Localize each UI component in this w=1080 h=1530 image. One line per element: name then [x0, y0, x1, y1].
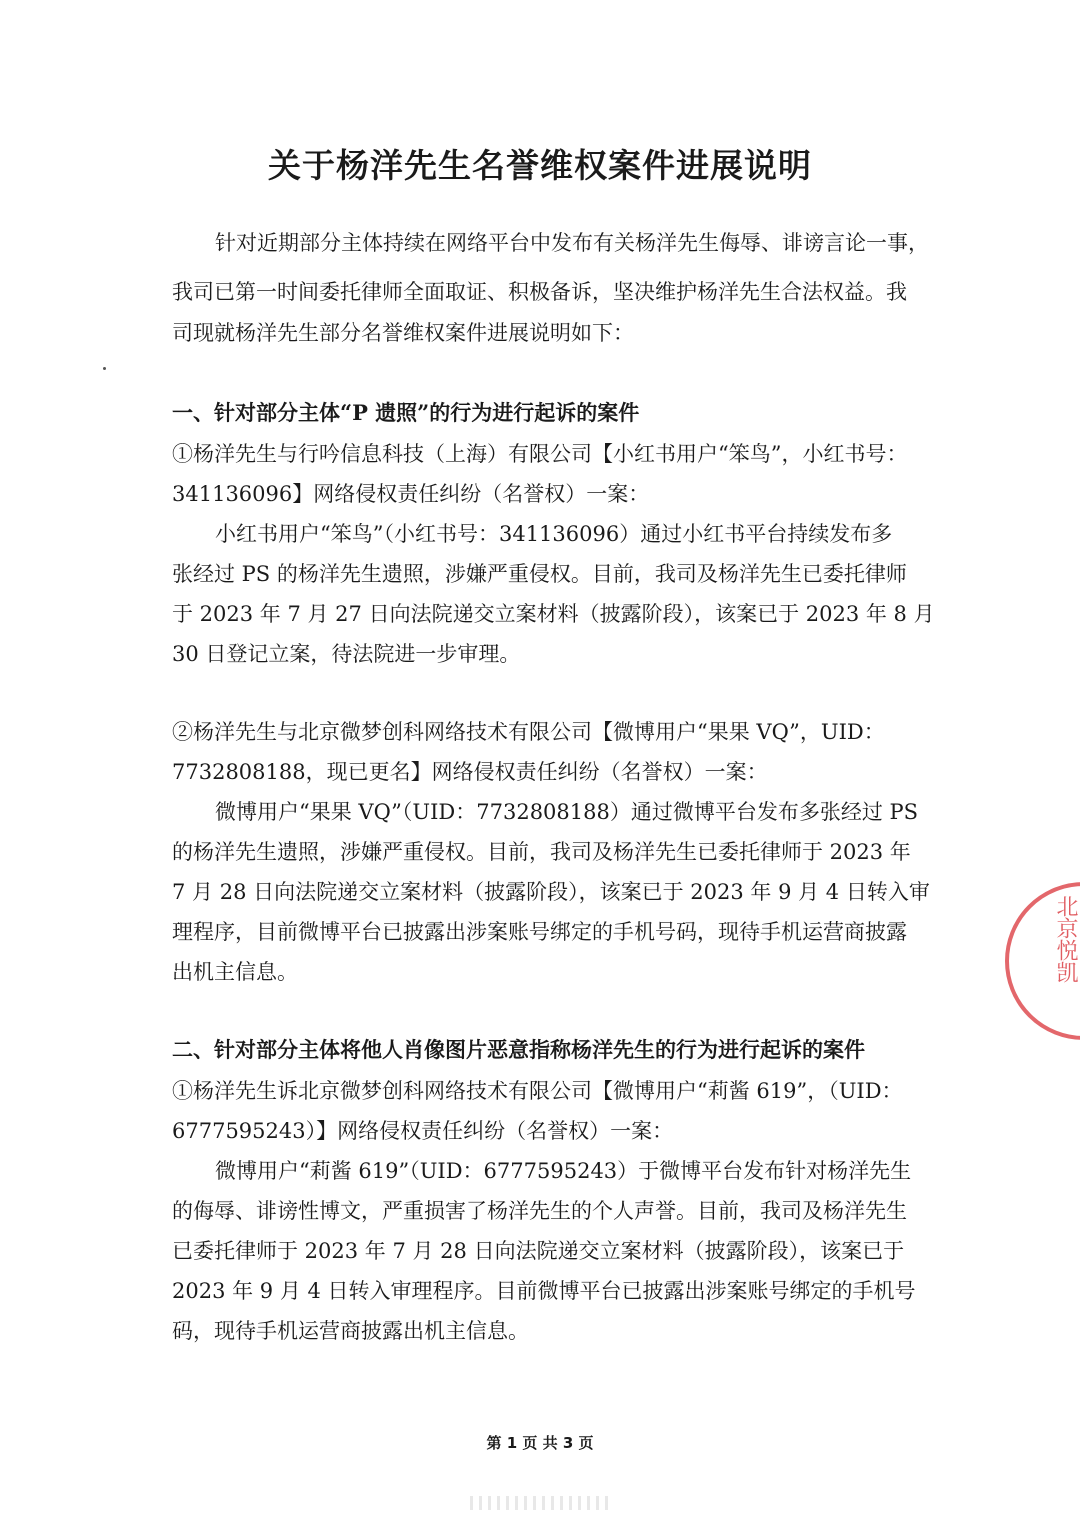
case-title-line: ②杨洋先生与北京微梦创科网络技术有限公司【微博用户“果果 VQ”，UID：	[172, 720, 885, 744]
case-body-line: 理程序，目前微博平台已披露出涉案账号绑定的手机号码，现待手机运营商披露	[172, 920, 907, 944]
case-body-line: 张经过 PS 的杨洋先生遗照，涉嫌严重侵权。目前，我司及杨洋先生已委托律师	[172, 562, 907, 586]
case-title-line: 6777595243）】网络侵权责任纠纷（名誉权）一案：	[172, 1119, 674, 1143]
case-title-line: 7732808188，现已更名】网络侵权责任纠纷（名誉权）一案：	[172, 760, 768, 784]
case-body-line: 出机主信息。	[172, 960, 298, 984]
seal-text: 北京悦凯	[1053, 895, 1078, 983]
intro-line: 司现就杨洋先生部分名誉维权案件进展说明如下：	[172, 321, 634, 345]
scan-speck	[103, 367, 106, 370]
section-2-heading: 二、针对部分主体将他人肖像图片恶意指称杨洋先生的行为进行起诉的案件	[172, 1037, 865, 1062]
case-body-line: 的侮辱、诽谤性博文，严重损害了杨洋先生的个人声誉。目前，我司及杨洋先生	[172, 1199, 907, 1223]
case-title-line: ①杨洋先生与行吟信息科技（上海）有限公司【小红书用户“笨鸟”，小红书号：	[172, 442, 908, 466]
case-title-line: 341136096】网络侵权责任纠纷（名誉权）一案：	[172, 482, 650, 506]
case-body-line: 已委托律师于 2023 年 7 月 28 日向法院递交立案材料（披露阶段），该案已于	[172, 1239, 905, 1263]
case-body-line: 7 月 28 日向法院递交立案材料（披露阶段），该案已于 2023 年 9 月 4 日转入审	[172, 880, 930, 904]
case-body-line: 微博用户“莉酱 619”（UID：6777595243）于微博平台发布针对杨洋先生	[215, 1159, 912, 1183]
case-body-line: 码，现待手机运营商披露出机主信息。	[172, 1319, 529, 1343]
watermark-barcode	[470, 1496, 610, 1510]
intro-line: 我司已第一时间委托律师全面取证、积极备诉，坚决维护杨洋先生合法权益。我	[172, 280, 907, 304]
case-body-line: 的杨洋先生遗照，涉嫌严重侵权。目前，我司及杨洋先生已委托律师于 2023 年	[172, 840, 911, 864]
case-body-line: 微博用户“果果 VQ”（UID：7732808188）通过微博平台发布多张经过 PS	[215, 800, 919, 824]
case-body-line: 30 日登记立案，待法院进一步审理。	[172, 642, 521, 666]
case-body-line: 于 2023 年 7 月 27 日向法院递交立案材料（披露阶段），该案已于 2023 年 8 月	[172, 602, 935, 626]
intro-line: 针对近期部分主体持续在网络平台中发布有关杨洋先生侮辱、诽谤言论一事，	[215, 231, 929, 255]
page-title: 关于杨洋先生名誉维权案件进展说明	[268, 146, 812, 185]
case-body-line: 小红书用户“笨鸟”（小红书号：341136096）通过小红书平台持续发布多	[215, 522, 893, 546]
page-number: 第 1 页 共 3 页	[486, 1434, 594, 1452]
case-body-line: 2023 年 9 月 4 日转入审理程序。目前微博平台已披露出涉案账号绑定的手机号	[172, 1279, 916, 1303]
section-1-heading: 一、针对部分主体“P 遗照”的行为进行起诉的案件	[172, 400, 640, 425]
case-title-line: ①杨洋先生诉北京微梦创科网络技术有限公司【微博用户“莉酱 619”，（UID：	[172, 1079, 903, 1103]
